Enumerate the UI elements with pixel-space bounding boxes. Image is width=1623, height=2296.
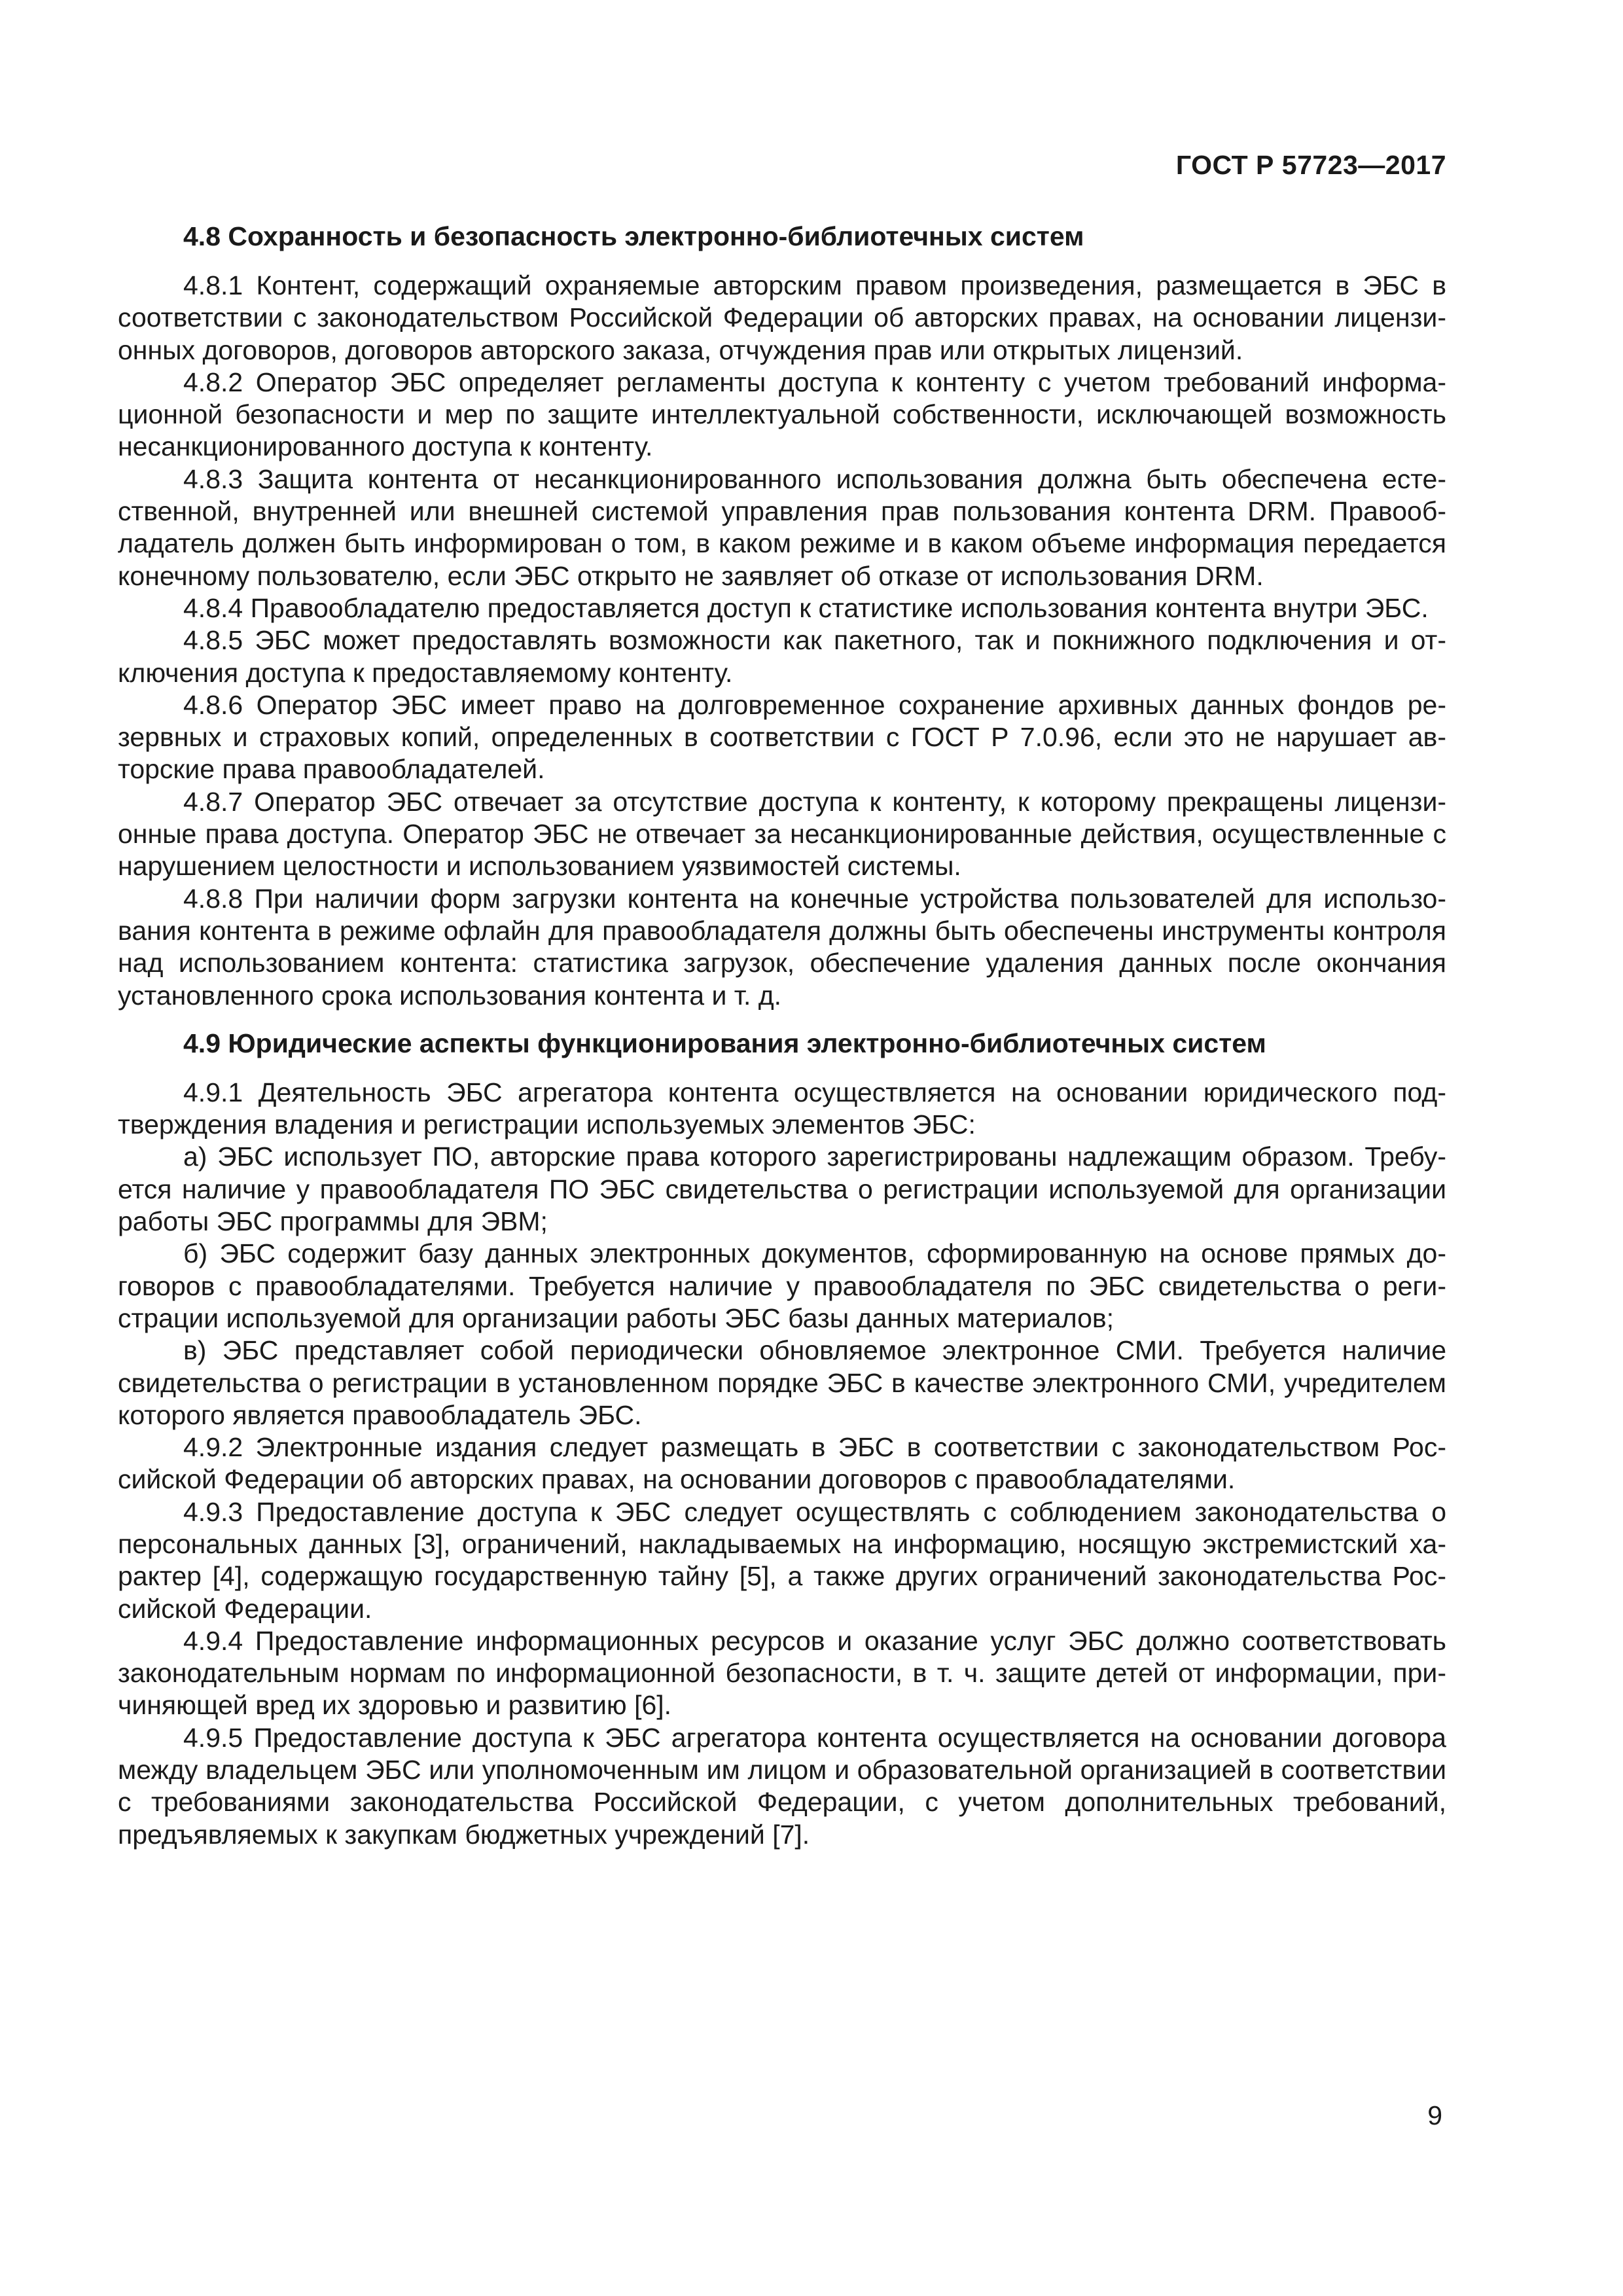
paragraph-4-8-5: 4.8.5 ЭБС может предоставлять возможности как пакетного, так и покнижного подключения и отключения доступа к предоставляемому контенту.: [118, 625, 1446, 688]
paragraph-4-9-4: 4.9.4 Предоставление информационных ресурсов и оказание услуг ЭБС должно соответствовать законодательным нормам по информационной безопасности, в т. ч. защите детей от информации, причиняющей вред их здоровью и развитию [6].: [118, 1625, 1446, 1721]
paragraph-4-9-3: 4.9.3 Предоставление доступа к ЭБС следует осуществлять с соблюдением законодательства о персональных данных [3], ограничений, накладываемых на информацию, носящую экстремистский характер [4], содержащую государственную тайну [5], а также других ограничений законодательства Российской Федерации.: [118, 1496, 1446, 1624]
page-body: [118, 219, 1446, 1851]
paragraph-4-8-3: 4.8.3 Защита контента от несанкционированного использования должна быть обеспечена естественной, внутренней или внешней системой управления прав пользования контента DRM. Правообладатель должен быть информирован о том, в каком режиме и в каком объеме информация передается конечному пользователю, если ЭБС открыто не заявляет об отказе от использования DRM.: [118, 463, 1446, 591]
section-4-9: [118, 1026, 1446, 1851]
list-item-b: б) ЭБС содержит базу данных электронных документов, сформированную на основе прямых договоров с правообладателями. Требуется наличие у правообладателя по ЭБС свидетельства о регистрации используемой для организации работы ЭБС базы данных материалов;: [118, 1238, 1446, 1333]
standard-number-header: ГОСТ Р 57723—2017: [1175, 150, 1446, 180]
list-item-a: а) ЭБС использует ПО, авторские права которого зарегистрированы надлежащим образом. Требуется наличие у правообладателя ПО ЭБС свидетельства о регистрации используемой для организации работы ЭБС программы для ЭВМ;: [118, 1141, 1446, 1237]
section-4-8: [118, 219, 1446, 1012]
paragraph-4-8-1: 4.8.1 Контент, содержащий охраняемые авторским правом произведения, размещается в ЭБС в соответствии с законодательством Российской Федерации об авторских правах, на основании лицензионных договоров, договоров авторского заказа, отчуждения прав или открытых лицензий.: [118, 270, 1446, 365]
page-number: 9: [1427, 2100, 1442, 2130]
list-item-v: в) ЭБС представляет собой периодически обновляемое электронное СМИ. Требуется наличие свидетельства о регистрации в установленном порядке ЭБС в качестве электронного СМИ, учредителем которого является правообладатель ЭБС.: [118, 1335, 1446, 1430]
section-heading: 4.9 Юридические аспекты функционирования электронно-библиотечных систем: [183, 1028, 1266, 1058]
paragraph-4-9-2: 4.9.2 Электронные издания следует размещать в ЭБС в соответствии с законодательством Российской Федерации об авторских правах, на основании договоров с правообладателями.: [118, 1432, 1446, 1495]
paragraph-4-8-8: 4.8.8 При наличии форм загрузки контента на конечные устройства пользователей для использования контента в режиме офлайн для правообладателя должны быть обеспечены инструменты контроля над использованием контента: статистика загрузок, обеспечение удаления данных после окончания установленного срока использования контента и т. д.: [118, 883, 1446, 1011]
paragraph-4-9-5: 4.9.5 Предоставление доступа к ЭБС агрегатора контента осуществляется на основании договора между владельцем ЭБС или уполномоченным им лицом и образовательной организацией в соответствии с требованиями законодательства Российской Федерации, с учетом дополнительных требований, предъявляемых к закупкам бюджетных учреждений [7].: [118, 1722, 1446, 1850]
paragraph-4-8-4: 4.8.4 Правообладателю предоставляется доступ к статистике использования контента внутри ЭБС.: [183, 592, 1429, 623]
section-heading: 4.8 Сохранность и безопасность электронно-библиотечных систем: [183, 221, 1084, 251]
paragraph-4-8-6: 4.8.6 Оператор ЭБС имеет право на долговременное сохранение архивных данных фондов резервных и страховых копий, определенных в соответствии с ГОСТ Р 7.0.96, если это не нарушает авторские права правообладателей.: [118, 689, 1446, 785]
paragraph-4-8-2: 4.8.2 Оператор ЭБС определяет регламенты доступа к контенту с учетом требований информационной безопасности и мер по защите интеллектуальной собственности, исключающей возможность несанкционированного доступа к контенту.: [118, 367, 1446, 462]
paragraph-4-9-1: 4.9.1 Деятельность ЭБС агрегатора контента осуществляется на основании юридического подтверждения владения и регистрации используемых элементов ЭБС:: [118, 1077, 1446, 1140]
paragraph-4-8-7: 4.8.7 Оператор ЭБС отвечает за отсутствие доступа к контенту, к которому прекращены лицензионные права доступа. Оператор ЭБС не отвечает за несанкционированные действия, осуществленные с нарушением целостности и использованием уязвимостей системы.: [118, 786, 1446, 882]
